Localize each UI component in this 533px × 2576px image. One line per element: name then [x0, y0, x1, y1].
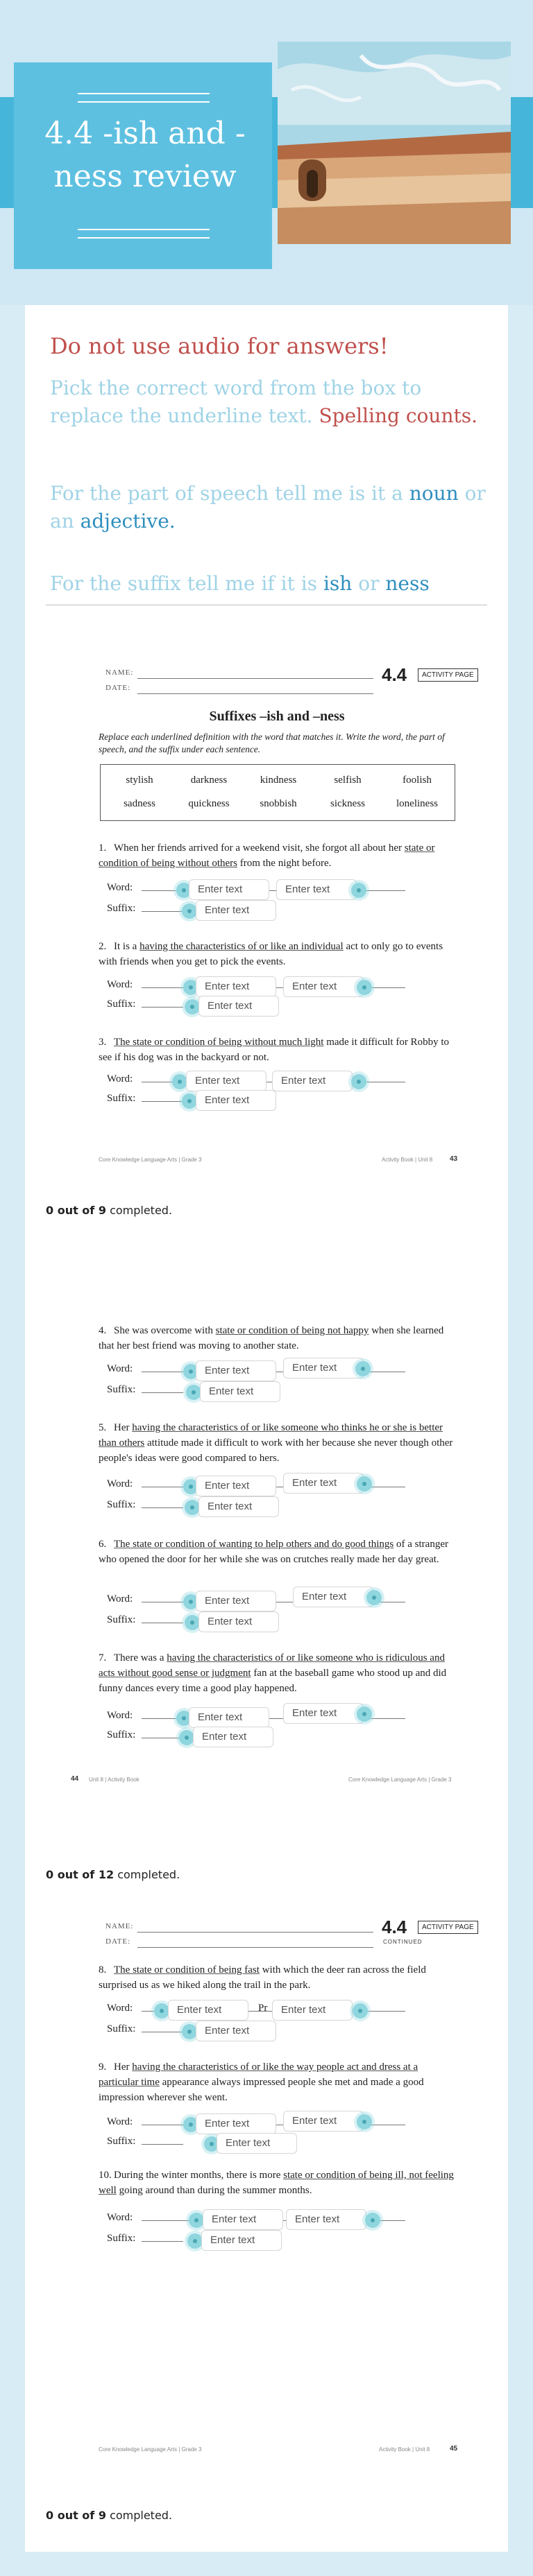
suffix-or: or [358, 572, 380, 595]
handle-dot[interactable] [186, 1385, 201, 1400]
word-label-9: Word: [107, 2116, 133, 2127]
handle-dot[interactable] [189, 2213, 204, 2228]
instruction-suffix [50, 570, 487, 598]
handle-dot[interactable] [365, 2213, 380, 2228]
handle-dot[interactable] [353, 2003, 368, 2019]
handle-dot[interactable] [182, 904, 197, 919]
instruction-replace-text: Pick the correct word from the box to replace the underline text. [50, 377, 422, 427]
word-label-2: Word: [107, 979, 133, 990]
handle-dot[interactable] [355, 1361, 371, 1376]
handle-dot[interactable] [185, 999, 200, 1014]
word-label-10: Word: [107, 2212, 133, 2223]
spelling-counts: Spelling counts. [319, 404, 477, 427]
handle-dot[interactable] [172, 1074, 187, 1089]
word-sadness: sadness [124, 798, 155, 809]
suffix-label-4: Suffix: [107, 1384, 136, 1395]
q9-word-input[interactable]: Enter text [196, 2113, 276, 2134]
title-rule-top [78, 93, 210, 94]
worksheet-instructions: Replace each underlined definition with the word that matches it. Write the word, the part of speech, and the suffix under each sentence. [99, 732, 445, 754]
activity-number-3: 4.4 [382, 1917, 407, 1937]
date-label-3: DATE: [105, 1937, 131, 1946]
suffix-label-10: Suffix: [107, 2233, 136, 2244]
q6-word-input[interactable]: Enter text [196, 1591, 276, 1611]
q10-word-input[interactable]: Enter text [203, 2209, 283, 2230]
footer-right-3: Activity Book | Unit 8 [379, 2446, 430, 2453]
q1-pos-input[interactable]: Enter text [276, 879, 357, 900]
name-line [137, 678, 373, 679]
q8-pos-input[interactable]: Enter text [272, 2000, 353, 2021]
handle-dot[interactable] [182, 2024, 197, 2039]
q7-word-input[interactable]: Enter text [189, 1707, 269, 1728]
word-kindness: kindness [260, 775, 297, 786]
suffix-line-4 [142, 1392, 183, 1393]
pr-label: Pr [258, 2003, 268, 2014]
page-number-2: 44 [71, 1775, 79, 1783]
word-loneliness: loneliness [396, 798, 438, 809]
q3-pos-input[interactable]: Enter text [272, 1071, 353, 1091]
handle-dot[interactable] [182, 1093, 197, 1109]
quiz-card [25, 305, 508, 2552]
word-label-5: Word: [107, 1478, 133, 1489]
name-label: NAME: [105, 668, 134, 677]
handle-dot[interactable] [154, 2003, 169, 2019]
q7-pos-input[interactable]: Enter text [283, 1703, 364, 1724]
worksheet-page-3 [57, 1914, 497, 2469]
q8-word-input[interactable]: Enter text [168, 2000, 248, 2021]
activity-tag-3: ACTIVITY PAGE [418, 1921, 478, 1934]
q9-suffix-input[interactable]: Enter text [217, 2133, 297, 2154]
footer-unit: Unit 8 | Activity Book [89, 1777, 139, 1783]
handle-dot[interactable] [179, 1730, 194, 1745]
word-selfish: selfish [334, 775, 362, 786]
word-snobbish: snobbish [260, 798, 297, 809]
handle-dot[interactable] [351, 1074, 366, 1089]
title-rule-bottom-2 [78, 237, 210, 239]
instruction-replace [50, 374, 487, 430]
q3-word-input[interactable]: Enter text [186, 1071, 266, 1091]
q5-suffix-input[interactable]: Enter text [198, 1496, 279, 1517]
date-label: DATE: [105, 684, 131, 692]
name-label-3: NAME: [105, 1922, 134, 1930]
worksheet-page-1 [57, 659, 497, 1186]
question-9: 9. Her having the characteristics of or like the way people act and dress at a particular time appearance always impressed people she met and made a good impression wherever she went. [99, 2061, 424, 2103]
suffix-label-2: Suffix: [107, 999, 136, 1010]
q5-pos-input[interactable]: Enter text [283, 1473, 364, 1494]
suffix-line-3 [142, 1101, 183, 1102]
suffix-label-9: Suffix: [107, 2136, 136, 2147]
activity-number: 4.4 [382, 664, 407, 685]
q2-pos-input[interactable]: Enter text [283, 976, 364, 997]
date-line-3 [137, 1947, 373, 1948]
page-title: 4.4 -ish and -ness review [44, 116, 246, 194]
progress-2: 0 out of 12 completed. [46, 1868, 180, 1881]
word-label-4: Word: [107, 1363, 133, 1374]
q10-suffix-input[interactable]: Enter text [201, 2230, 282, 2251]
q8-suffix-input[interactable]: Enter text [196, 2021, 276, 2041]
question-2: 2. It is a having the characteristics of or like an individual act to only go to events with friends when you get to pick the events. [99, 941, 443, 967]
suffix-ish: ish [323, 572, 353, 595]
question-7: 7. There was a having the characteristics of or like someone who is ridiculous and acts without good sense or judgment fan at the baseball game who stood up and did funny dances every time a good play happened. [99, 1652, 447, 1694]
q4-word-input[interactable]: Enter text [196, 1360, 276, 1381]
word-quickness: quickness [188, 798, 230, 809]
suffix-line-1 [142, 911, 183, 912]
handle-dot[interactable] [366, 1590, 382, 1605]
q6-suffix-input[interactable]: Enter text [198, 1611, 279, 1632]
page-number-1: 43 [450, 1155, 458, 1163]
q5-word-input[interactable]: Enter text [196, 1476, 276, 1496]
pos-adjective: adjective. [80, 510, 176, 533]
activity-tag: ACTIVITY PAGE [418, 668, 478, 682]
instruction-part-of-speech [50, 480, 487, 535]
q2-suffix-input[interactable]: Enter text [198, 996, 279, 1017]
handle-dot[interactable] [185, 1615, 200, 1630]
handle-dot[interactable] [357, 1706, 372, 1722]
q3-suffix-input[interactable]: Enter text [196, 1090, 276, 1111]
suffix-line-9 [142, 2144, 183, 2145]
word-label-1: Word: [107, 882, 133, 893]
handle-dot[interactable] [187, 2233, 203, 2249]
word-label-8: Word: [107, 2003, 133, 2014]
suffix-ness: ness [385, 572, 430, 595]
word-stylish: stylish [126, 775, 153, 786]
date-line [137, 693, 373, 694]
progress-3: 0 out of 9 completed. [46, 2509, 173, 2522]
question-5: 5. Her having the characteristics of or like someone who thinks he or she is better than others attitude made it difficult to work with her because she never though other people's ideas were good compared to hers. [99, 1422, 453, 1464]
suffix-label-8: Suffix: [107, 2023, 136, 2034]
q1-suffix-input[interactable]: Enter text [196, 900, 276, 921]
name-line-3 [137, 1932, 373, 1933]
word-foolish: foolish [403, 775, 432, 786]
handle-dot[interactable] [185, 1500, 200, 1515]
question-1: 1. When her friends arrived for a weekend visit, she forgot all about her state or condition of being without others from the night before. [99, 842, 435, 869]
handle-dot[interactable] [351, 883, 366, 898]
handle-dot[interactable] [357, 980, 372, 995]
q10-pos-input[interactable]: Enter text [286, 2209, 366, 2230]
pos-text: For the part of speech tell me is it a [50, 482, 403, 505]
page-number-3: 45 [450, 2445, 458, 2453]
hero-banner [0, 0, 533, 305]
footer-left: Core Knowledge Language Arts | Grade 3 [99, 1157, 202, 1163]
handle-dot[interactable] [357, 1476, 372, 1492]
footer-right: Activity Book | Unit 8 [382, 1157, 433, 1163]
footer-left-3: Core Knowledge Language Arts | Grade 3 [99, 2446, 202, 2453]
word-label-3: Word: [107, 1073, 133, 1084]
word-label-7: Word: [107, 1710, 133, 1721]
question-8: 8. The state or condition of being fast with which the deer ran across the field surprised us as we hiked along the trail in the park. [99, 1964, 426, 1991]
question-4: 4. She was overcome with state or condition of being not happy when she learned that her best friend was moving to another state. [99, 1325, 444, 1351]
suffix-label-1: Suffix: [107, 903, 136, 914]
q4-pos-input[interactable]: Enter text [283, 1358, 364, 1378]
q7-suffix-input[interactable]: Enter text [193, 1727, 273, 1747]
title-rule-bottom [78, 229, 210, 230]
q2-word-input[interactable]: Enter text [196, 976, 276, 997]
q9-pos-input[interactable]: Enter text [283, 2111, 364, 2132]
word-sickness: sickness [330, 798, 365, 809]
word-darkness: darkness [190, 775, 228, 786]
question-10: 10. During the winter months, there is more state or condition of being ill, not feeling well going around than during the summer months. [99, 2170, 454, 2196]
audio-warning: Do not use audio for answers! [50, 333, 389, 359]
suffix-label-7: Suffix: [107, 1729, 136, 1740]
worksheet-title: Suffixes –ish and –ness [209, 709, 345, 724]
q4-suffix-input[interactable]: Enter text [200, 1381, 280, 1402]
question-6: 6. The state or condition of wanting to help others and do good things of a stranger who opened the door for her while she was on crutches really made her day great. [99, 1539, 448, 1565]
suffix-line-5 [142, 1507, 183, 1508]
landscape-illustration [278, 42, 511, 244]
progress-1: 0 out of 9 completed. [46, 1204, 173, 1217]
question-3: 3. The state or condition of being without much light made it difficult for Robby to see if his dog was in the backyard or not. [99, 1037, 449, 1063]
word-box [100, 764, 455, 821]
suffix-text: For the suffix tell me if it is [50, 572, 318, 595]
word-label-6: Word: [107, 1593, 133, 1605]
footer-right-2: Core Knowledge Language Arts | Grade 3 [348, 1777, 452, 1783]
q1-word-input[interactable]: Enter text [189, 879, 269, 900]
title-box [14, 62, 272, 269]
continued-label: CONTINUED [383, 1939, 423, 1945]
q6-pos-input[interactable]: Enter text [293, 1587, 373, 1607]
suffix-line-10 [142, 2241, 183, 2242]
suffix-label-5: Suffix: [107, 1499, 136, 1510]
pos-noun: noun [409, 482, 459, 505]
suffix-label-3: Suffix: [107, 1093, 136, 1104]
title-rule-top-2 [78, 101, 210, 103]
suffix-label-6: Suffix: [107, 1614, 136, 1625]
suffix-line-2 [142, 1007, 183, 1008]
handle-dot[interactable] [357, 2114, 372, 2129]
pos-or: or an [50, 482, 486, 533]
worksheet-page-2 [57, 1304, 497, 1872]
